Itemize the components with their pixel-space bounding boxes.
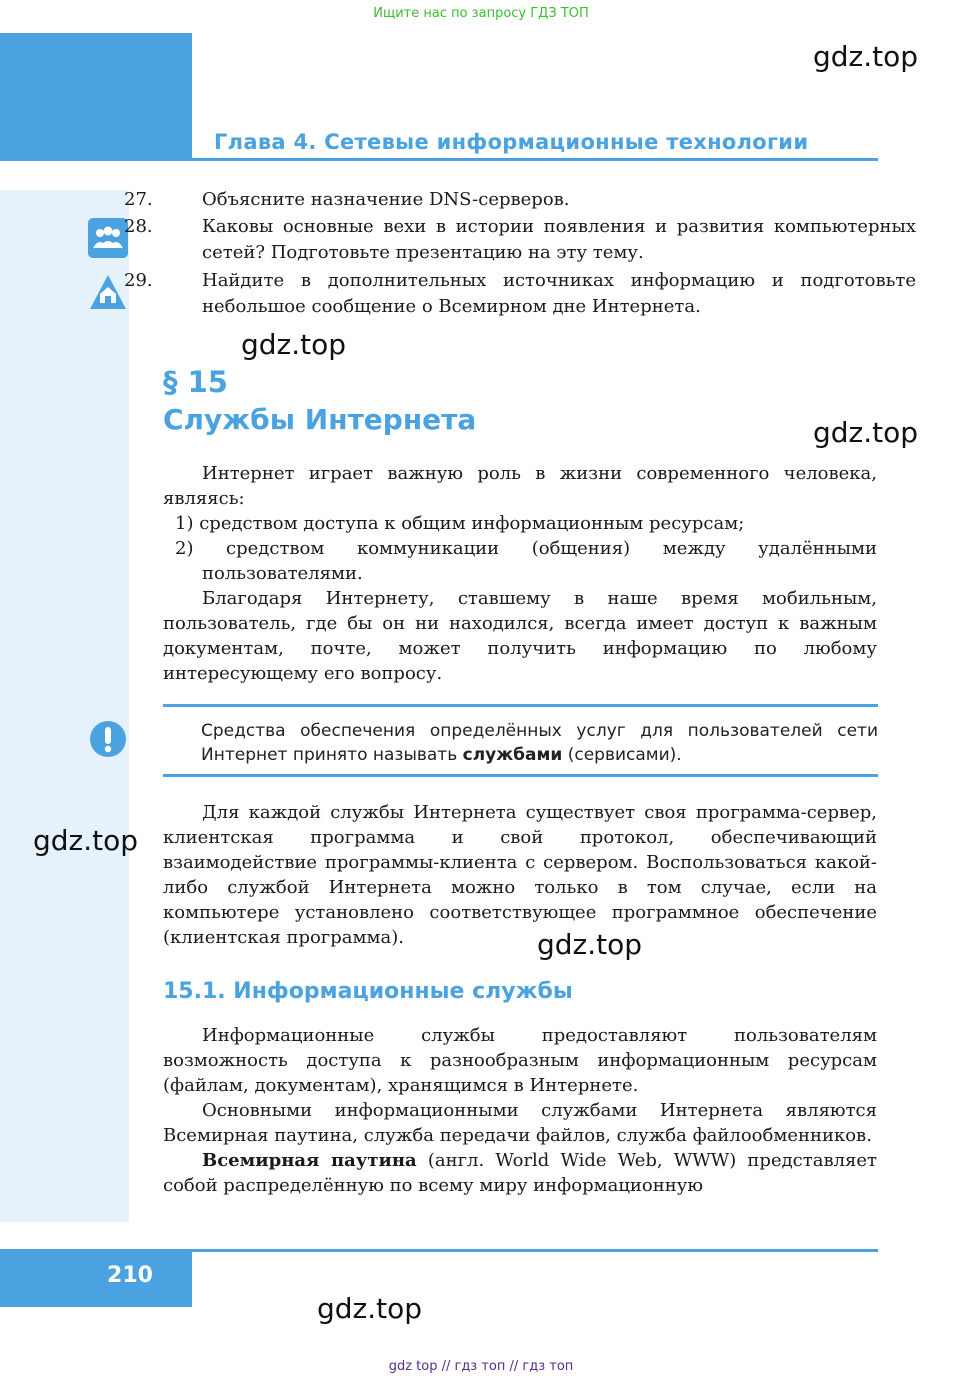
- exclamation-icon: [88, 719, 128, 759]
- watermark: gdz.top: [241, 328, 347, 361]
- margin-stripe: [0, 190, 129, 1222]
- home-icon: [88, 272, 128, 312]
- note-text: (сервисами).: [562, 745, 682, 765]
- question-28: [124, 214, 916, 266]
- list-item: [163, 536, 877, 586]
- list-item: [163, 511, 877, 536]
- intro-paragraph: Благодаря Интернету, ставшему в наше время мобильным, пользователь, где бы он ни находился, всегда имеет доступ к важным документам, почте, может получить информацию по любому интересующему его вопросу.: [163, 588, 877, 684]
- watermark: gdz.top: [813, 416, 919, 449]
- intro-block: [163, 461, 877, 686]
- question-29: [124, 268, 916, 320]
- chapter-rule: [192, 158, 878, 161]
- watermark: gdz.top: [317, 1292, 423, 1325]
- question-number: 27.: [124, 189, 153, 210]
- services-paragraph: Для каждой службы Интернета существует своя программа-сервер, клиентская программа и свой протокол, обеспечивающий взаимодействие программы-клиента с сервером. Воспользоваться какой-либо службой Интернета можно только в том случае, если на компьютере установлено соответствующее программное обеспечение (клиентская программа).: [163, 802, 877, 948]
- intro-paragraph: Интернет играет важную роль в жизни современного человека, являясь:: [163, 463, 877, 509]
- list-text: средством доступа к общим информационным ресурсам;: [199, 513, 745, 534]
- watermark: gdz.top: [813, 40, 919, 73]
- question-number: 29.: [124, 270, 153, 291]
- note-text: Средства обеспечения определённых услуг для пользователей сети Интернет принято называть: [201, 721, 878, 765]
- subsection-title: 15.1. Информационные службы: [163, 979, 573, 1004]
- question-text: Каковы основные вехи в истории появления и развития компьютерных сетей? Подготовьте презентацию на эту тему.: [202, 216, 916, 263]
- note-rule-top: [163, 704, 878, 707]
- www-paragraph: [163, 1148, 877, 1198]
- list-marker: 1): [175, 513, 194, 534]
- definition-note: [201, 719, 878, 767]
- note-term: службами: [462, 745, 563, 765]
- section-title: Службы Интернета: [163, 403, 477, 436]
- section-number: § 15: [163, 365, 228, 399]
- watermark: gdz.top: [33, 824, 139, 857]
- info-block: [163, 1023, 877, 1198]
- info-paragraph: Основными информационными службами Интернета являются Всемирная паутина, служба передачи файлов, служба файлообменников.: [163, 1100, 877, 1146]
- www-text: (англ. World Wide Web, WWW) представляет собой распределённую по всему миру информационную: [163, 1150, 877, 1196]
- header-color-block: [0, 33, 192, 161]
- note-rule-bottom: [163, 774, 878, 777]
- chapter-title: Глава 4. Сетевые информационные технологии: [214, 130, 809, 154]
- question-text: Объясните назначение DNS-серверов.: [202, 189, 570, 210]
- page-number: 210: [107, 1263, 153, 1288]
- list-marker: 2): [175, 538, 194, 559]
- question-text: Найдите в дополнительных источниках информацию и подготовьте небольшое сообщение о Всемирном дне Интернета.: [202, 270, 916, 317]
- question-number: 28.: [124, 216, 153, 237]
- info-paragraph: Информационные службы предоставляют пользователям возможность доступа к разнообразным информационным ресурсам (файлам, документам), хранящимся в Интернете.: [163, 1025, 877, 1096]
- list-text: средством коммуникации (общения) между удалёнными пользователями.: [202, 538, 877, 584]
- question-27: [124, 187, 916, 213]
- footer-links[interactable]: gdz top // гдз топ // гдз топ: [388, 1359, 574, 1374]
- watermark: gdz.top: [537, 928, 643, 961]
- top-banner[interactable]: Ищите нас по запросу ГДЗ ТОП: [373, 6, 589, 21]
- group-icon: [88, 218, 128, 258]
- www-term: Всемирная паутина: [202, 1150, 417, 1171]
